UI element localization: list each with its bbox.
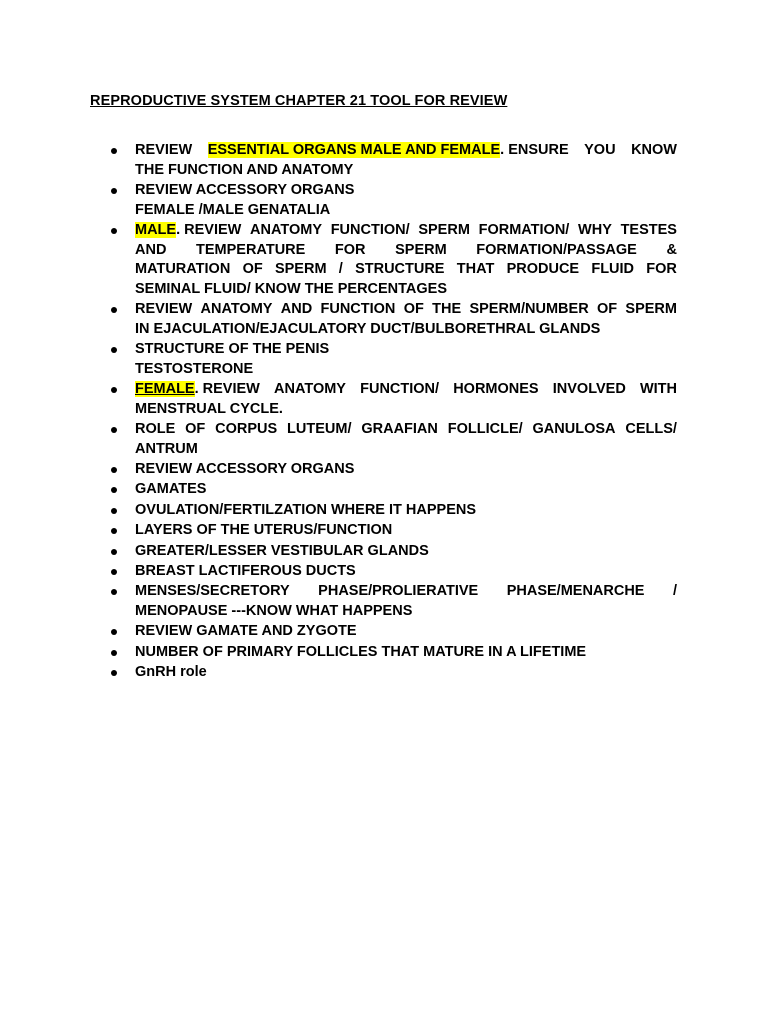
list-item [135,622,677,642]
highlighted-text: ESSENTIAL ORGANS MALE AND FEMALE [207,142,501,158]
bullet-icon [111,188,117,194]
list-item [135,380,677,419]
item-line: REVIEW ACCESSORY ORGANS [135,461,355,478]
item-line: REVIEW ACCESSORY ORGANS [135,181,355,198]
item-word: FORMATION/PASSAGE [476,241,637,258]
list-item [135,141,677,180]
list-item [135,521,677,541]
item-word: HORMONES [453,381,539,398]
item-line [135,420,677,440]
item-word: FOR [646,261,677,278]
item-word: WHY [578,221,612,238]
item-word: PRODUCE [506,261,580,278]
item-word: LUTEUM/ [287,421,352,438]
item-word: ANATOMY [250,221,323,238]
item-line: THE FUNCTION AND ANATOMY [135,161,354,178]
item-line: FEMALE /MALE GENATALIA [135,201,331,218]
review-list [135,141,677,684]
item-word: ROLE [135,421,176,438]
bullet-icon [111,670,117,676]
item-word: FOR [334,241,366,258]
bullet-icon [111,307,117,313]
item-line: ANTRUM [135,440,198,457]
item-word: / [338,261,343,278]
bullet-icon [111,487,117,493]
item-word: MENSES/SECRETORY [135,583,290,600]
item-word: FUNCTION/ [330,221,410,238]
item-line: REVIEW GAMATE AND ZYGOTE [135,623,357,640]
item-line [135,260,677,280]
item-line: MENOPAUSE ---KNOW WHAT HAPPENS [135,603,413,620]
item-line: GAMATES [135,481,207,498]
item-word: SPERM [625,301,677,318]
item-word: GRAAFIAN [361,421,438,438]
list-item [135,562,677,582]
list-item [135,663,677,683]
item-word: THE [432,301,462,318]
item-phrase [208,141,569,161]
item-line [135,141,677,161]
item-word: OF [596,301,618,318]
item-word: THAT [456,261,495,278]
list-item [135,420,677,459]
item-line [135,300,677,320]
list-item [135,501,677,521]
item-line: NUMBER OF PRIMARY FOLLICLES THAT MATURE IN A LIFETIME [135,643,587,660]
bullet-icon [111,650,117,656]
item-word: SPERM [418,221,470,238]
item-phrase [135,221,241,241]
item-word: ANATOMY [200,301,273,318]
bullet-icon [111,569,117,575]
item-word: REVIEW [135,142,193,158]
item-word: OF [185,421,206,438]
item-line [135,241,677,261]
item-word: SPERM [395,241,447,258]
list-item [135,643,677,663]
item-line: SEMINAL FLUID/ KNOW THE PERCENTAGES [135,280,448,297]
bullet-icon [111,528,117,534]
item-word: SPERM [274,261,327,278]
item-word: CELLS/ [625,421,677,438]
bullet-icon [111,427,117,433]
item-word: . REVIEW [176,221,242,238]
item-line: TESTOSTERONE [135,360,254,377]
item-line: GREATER/LESSER VESTIBULAR GLANDS [135,542,429,559]
item-line: BREAST LACTIFEROUS DUCTS [135,563,356,580]
item-word: OF [242,261,263,278]
item-line: LAYERS OF THE UTERUS/FUNCTION [135,522,393,539]
list-item [135,480,677,500]
item-line: OVULATION/FERTILZATION WHERE IT HAPPENS [135,501,477,518]
item-word: & [666,241,677,258]
item-word: ANATOMY [274,381,346,398]
item-word: . ENSURE [500,142,569,158]
item-word: INVOLVED [552,381,626,398]
bullet-icon [111,549,117,555]
highlighted-text: FEMALE [135,381,195,398]
item-word: FUNCTION/ [360,381,440,398]
list-item [135,460,677,480]
item-line: IN EJACULATION/EJACULATORY DUCT/BULBORETHRAL GLANDS [135,320,601,337]
bullet-icon [111,228,117,234]
list-item [135,221,677,299]
item-phrase [135,380,260,400]
document-title: REPRODUCTIVE SYSTEM CHAPTER 21 TOOL FOR REVIEW [90,93,508,109]
item-line [135,582,677,602]
item-word: PHASE/PROLIERATIVE [318,583,479,600]
item-word: WITH [639,381,677,398]
item-line [135,380,677,400]
item-word: PHASE/MENARCHE [506,583,645,600]
list-item [135,340,677,379]
bullet-icon [111,148,117,154]
item-word: SPERM/NUMBER [469,301,589,318]
item-word: KNOW [631,142,677,158]
item-line: MENSTRUAL CYCLE. [135,400,283,417]
item-line: STRUCTURE OF THE PENIS [135,341,330,358]
list-item [135,181,677,220]
item-word: TESTES [620,221,677,238]
bullet-icon [111,508,117,514]
highlighted-text: MALE [135,221,177,238]
item-word: / [672,583,677,600]
list-item [135,582,677,621]
bullet-icon [111,387,117,393]
list-item [135,542,677,562]
bullet-icon [111,347,117,353]
item-word: STRUCTURE [355,261,445,278]
item-word: MATURATION [135,261,231,278]
item-line [135,221,677,241]
item-word: CORPUS [215,421,278,438]
bullet-icon [111,629,117,635]
item-word: REVIEW [135,301,193,318]
item-word: AND [135,241,167,258]
item-word: TEMPERATURE [196,241,306,258]
item-word: YOU [584,142,616,158]
item-word: OF [403,301,424,318]
item-word: AND [280,301,313,318]
item-line: GnRH role [135,664,207,681]
item-word: FLUID [591,261,635,278]
list-item [135,300,677,339]
bullet-icon [111,589,117,595]
item-word: FOLLICLE/ [447,421,523,438]
item-word: FUNCTION [320,301,396,318]
item-word: GANULOSA [532,421,616,438]
item-word: . REVIEW [194,381,260,398]
item-word: FORMATION/ [478,221,570,238]
bullet-icon [111,467,117,473]
